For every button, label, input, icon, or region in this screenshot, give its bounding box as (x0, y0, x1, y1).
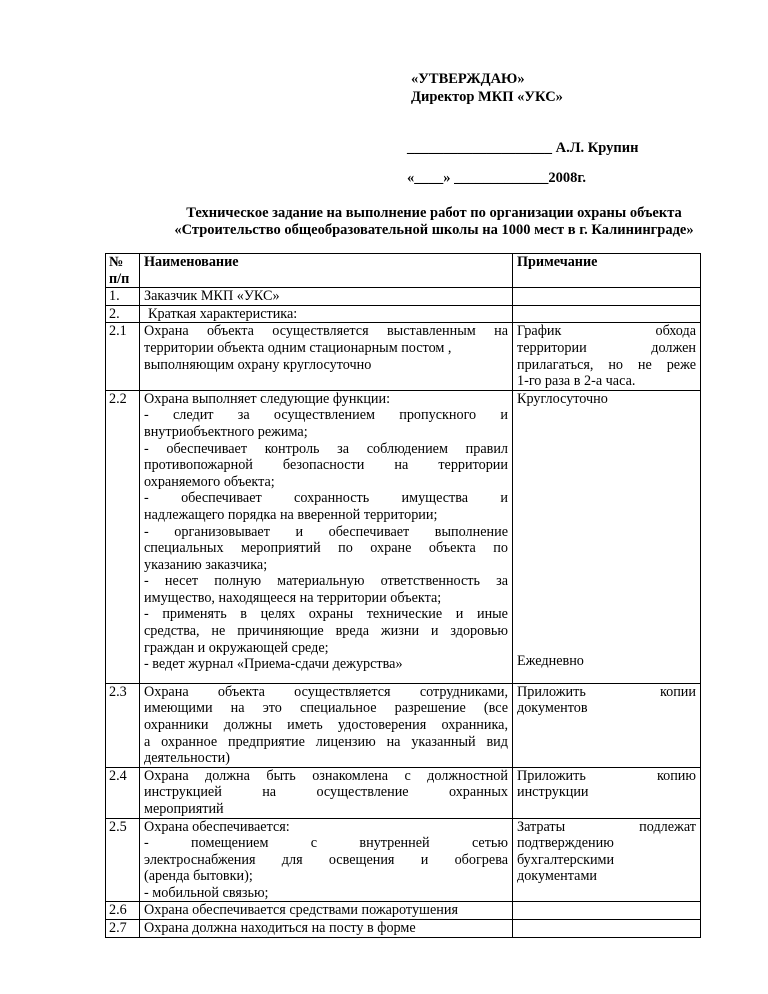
approval-block (411, 70, 563, 106)
table-row: 2.7 Охрана должна находиться на посту в форме (106, 920, 701, 938)
approve-heading: «УТВЕРЖДАЮ» (411, 71, 525, 87)
table-row: 2.5 Охрана обеспечивается: - помещением с внутренней сетью электроснабжения для освещения и обогрева (аренда бытовки); - мобильной связью; Затраты подлежат подтверждению бухгалтерскими документами (106, 818, 701, 902)
table-row: 2.3 Охрана объекта осуществляется сотрудниками, имеющими на это специальное разрешение (все охранники должны иметь удостоверения охранника, а охранное предприятие лицензию на указанный вид деятельности) Приложить копии документов (106, 683, 701, 767)
header-name: Наименование (140, 254, 513, 288)
signature-line: ____________________ А.Л. Крупин (407, 140, 639, 156)
table-row: 2.4 Охрана должна быть ознакомлена с должностной инструкцией на осуществление охранных мероприятий Приложить копию инструкции (106, 767, 701, 818)
approver-position: Директор МКП «УКС» (411, 89, 563, 105)
title-line-1: Техническое задание на выполнение работ по организации охраны объекта (186, 205, 682, 221)
table-row: 2.2 Охрана выполняет следующие функции: - следит за осуществлением пропускного и внутриобъектного режима; - обеспечивает контроль за соблюдением правил противопожарной безопасности на территории охраняемого объекта; - обеспечивает сохранность имущества и надлежащего порядка на вверенной территории; - организовывает и обеспечивает выполнение специальных мероприятий по охране объекта по указанию заказчика; - несет полную материальную ответственность за имущество, находящееся на территории объекта; - применять в целях охраны технические и иные средства, не причиняющие вреда жизни и здоровью граждан и окружающей среде; - ведет журнал «Приема-сдачи дежурства» Круглосуточно Ежедневно (106, 390, 701, 683)
date-line: «____» _____________2008г. (407, 170, 586, 186)
table-row: 1. Заказчик МКП «УКС» (106, 288, 701, 306)
document-title (100, 205, 768, 239)
table-row: 2.1 Охрана объекта осуществляется выставленным на территории объекта одним стационарным постом , выполняющим охрану круглосуточно График обхода территории должен прилагаться, но не реже 1-го раза в 2-а часа. (106, 323, 701, 390)
title-line-2: «Строительство общеобразовательной школы на 1000 мест в г. Калининграде» (174, 222, 694, 238)
table-header-row (106, 254, 701, 288)
table-row: 2.6 Охрана обеспечивается средствами пожаротушения (106, 902, 701, 920)
requirements-table (105, 253, 701, 938)
header-num: № п/п (106, 254, 140, 288)
header-note: Примечание (513, 254, 701, 288)
table-row: 2. Краткая характеристика: (106, 305, 701, 323)
